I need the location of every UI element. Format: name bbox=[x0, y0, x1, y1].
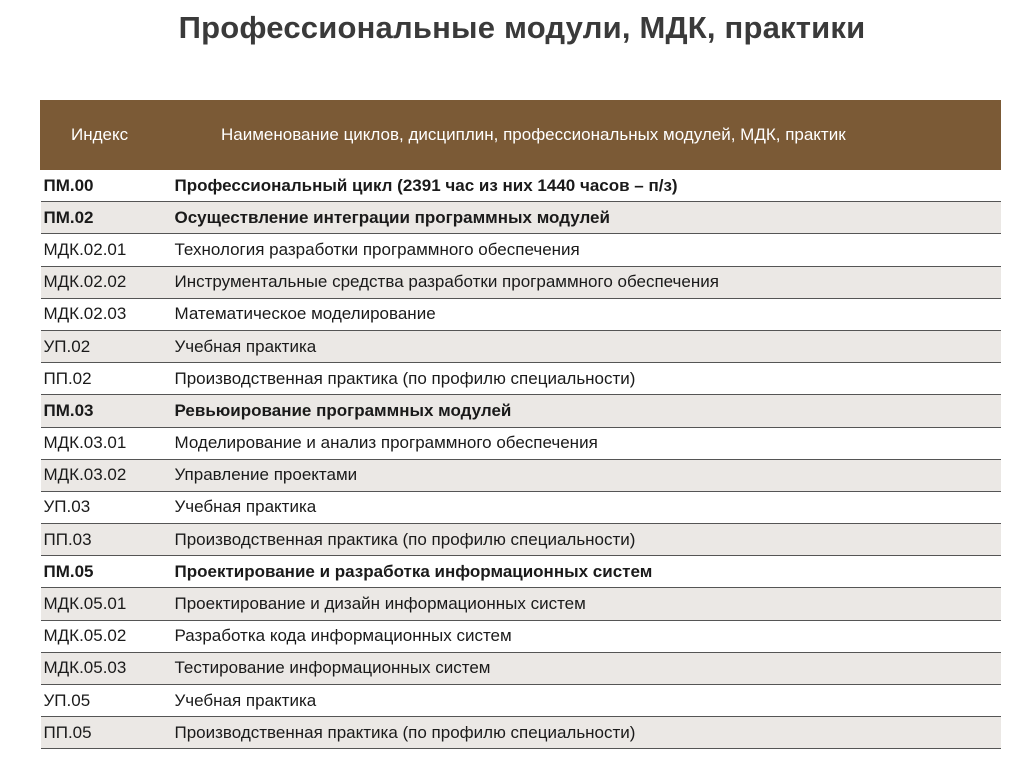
table-row bbox=[41, 717, 1001, 749]
cell-name: Разработка кода информационных систем bbox=[173, 620, 1001, 652]
table-body bbox=[41, 170, 1001, 749]
cell-name: Производственная практика (по профилю специальности) bbox=[173, 363, 1001, 395]
page-title: Профессиональные модули, МДК, практики bbox=[178, 10, 866, 45]
table-row bbox=[41, 556, 1001, 588]
table-row bbox=[41, 685, 1001, 717]
cell-name: Технология разработки программного обеспечения bbox=[173, 234, 1001, 266]
table-row bbox=[41, 459, 1001, 491]
cell-name: Ревьюирование программных модулей bbox=[173, 395, 1001, 427]
table-row bbox=[41, 202, 1001, 234]
cell-index: УП.02 bbox=[41, 330, 173, 362]
cell-index: ПМ.00 bbox=[41, 170, 173, 202]
cell-index: ПМ.03 bbox=[41, 395, 173, 427]
table-row bbox=[41, 427, 1001, 459]
cell-index: МДК.03.02 bbox=[41, 459, 173, 491]
cell-name: Математическое моделирование bbox=[173, 298, 1001, 330]
cell-index: ПМ.02 bbox=[41, 202, 173, 234]
curriculum-table bbox=[40, 100, 1001, 749]
table-row bbox=[41, 330, 1001, 362]
cell-name: Учебная практика bbox=[173, 491, 1001, 523]
table-row bbox=[41, 620, 1001, 652]
cell-index: УП.05 bbox=[41, 685, 173, 717]
cell-index: МДК.05.01 bbox=[41, 588, 173, 620]
table-row bbox=[41, 170, 1001, 202]
cell-name: Производственная практика (по профилю специальности) bbox=[173, 717, 1001, 749]
table-row bbox=[41, 266, 1001, 298]
table-header bbox=[41, 101, 1001, 170]
cell-index: УП.03 bbox=[41, 491, 173, 523]
table-row bbox=[41, 491, 1001, 523]
cell-name: Учебная практика bbox=[173, 330, 1001, 362]
cell-index: ПМ.05 bbox=[41, 556, 173, 588]
cell-name: Производственная практика (по профилю специальности) bbox=[173, 524, 1001, 556]
table-row bbox=[41, 234, 1001, 266]
cell-index: МДК.02.02 bbox=[41, 266, 173, 298]
cell-index: МДК.03.01 bbox=[41, 427, 173, 459]
cell-index: МДК.02.03 bbox=[41, 298, 173, 330]
cell-name: Моделирование и анализ программного обеспечения bbox=[173, 427, 1001, 459]
cell-name: Профессиональный цикл (2391 час из них 1440 часов – п/з) bbox=[173, 170, 1001, 202]
cell-index: ПП.02 bbox=[41, 363, 173, 395]
cell-name: Тестирование информационных систем bbox=[173, 652, 1001, 684]
table-row bbox=[41, 652, 1001, 684]
header-name: Наименование циклов, дисциплин, профессиональных модулей, МДК, практик bbox=[173, 101, 1001, 170]
cell-index: МДК.05.02 bbox=[41, 620, 173, 652]
cell-index: ПП.05 bbox=[41, 717, 173, 749]
header-row bbox=[41, 101, 1001, 170]
table-row bbox=[41, 588, 1001, 620]
cell-name: Осуществление интеграции программных модулей bbox=[173, 202, 1001, 234]
cell-index: ПП.03 bbox=[41, 524, 173, 556]
cell-index: МДК.02.01 bbox=[41, 234, 173, 266]
table-row bbox=[41, 395, 1001, 427]
table-row bbox=[41, 298, 1001, 330]
cell-name: Проектирование и разработка информационных систем bbox=[173, 556, 1001, 588]
cell-name: Управление проектами bbox=[173, 459, 1001, 491]
table-row bbox=[41, 524, 1001, 556]
cell-name: Проектирование и дизайн информационных систем bbox=[173, 588, 1001, 620]
cell-index: МДК.05.03 bbox=[41, 652, 173, 684]
header-index: Индекс bbox=[41, 101, 173, 170]
table-row bbox=[41, 363, 1001, 395]
cell-name: Учебная практика bbox=[173, 685, 1001, 717]
cell-name: Инструментальные средства разработки программного обеспечения bbox=[173, 266, 1001, 298]
